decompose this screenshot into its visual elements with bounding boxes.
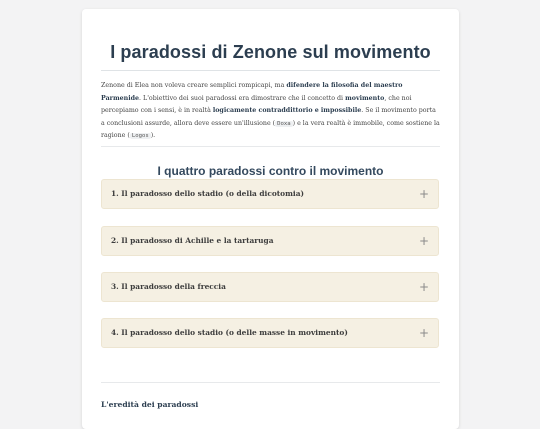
plus-icon: + — [418, 280, 429, 294]
intro-paragraph — [101, 80, 440, 143]
accordion-label: 1. Il paradosso dello stadio (o della dicotomia) — [111, 189, 305, 198]
intro-bold-contraddittorio: logicamente contraddittorio e impossibile — [212, 107, 362, 115]
accordion-paradox-1[interactable] — [101, 179, 439, 209]
intro-text-1: Zenone di Elea non voleva creare semplici rompicapi, ma — [101, 82, 287, 89]
plus-icon: + — [418, 326, 429, 340]
accordion-paradox-2[interactable] — [101, 226, 439, 256]
accordion-paradox-4[interactable] — [101, 318, 439, 348]
page-title: I paradossi di Zenone sul movimento — [110, 42, 431, 62]
intro-bold-movimento: movimento — [345, 94, 385, 102]
article-card — [82, 9, 459, 429]
intro-text-4: . Se il movimento porta a conclusioni assurde, allora deve essere un'illusione ( — [101, 107, 436, 127]
legacy-heading: L'eredità dei paradossi — [101, 400, 199, 409]
plus-icon: + — [418, 187, 429, 201]
accordion-label: 3. Il paradosso della freccia — [111, 282, 226, 291]
intro-text-2: . L'obiettivo dei suoi paradossi era dimostrare che il concetto di — [139, 94, 346, 102]
plus-icon: + — [418, 234, 429, 248]
accordion-paradox-3[interactable] — [101, 272, 439, 302]
intro-text-5: ) e la vera realtà è immobile, come sostiene la ragione ( — [101, 119, 440, 140]
accordion-label: 2. Il paradosso di Achille e la tartaruga — [111, 236, 274, 245]
intro-bold-parmenide: difendere la filosofia del maestro Parmenide — [101, 82, 403, 102]
section-title: I quattro paradossi contro il movimento — [157, 164, 384, 178]
section-divider — [101, 146, 440, 147]
title-divider — [101, 70, 440, 71]
accordion-label: 4. Il paradosso dello stadio (o delle masse in movimento) — [111, 328, 348, 337]
intro-text-3: , che noi percepiamo con i sensi, è in realtà — [101, 94, 412, 115]
term-logos: Logos — [131, 133, 149, 140]
intro-text-6: ). — [150, 132, 156, 140]
section-divider-bottom — [101, 382, 440, 383]
term-doxa: Doxa — [277, 120, 291, 127]
